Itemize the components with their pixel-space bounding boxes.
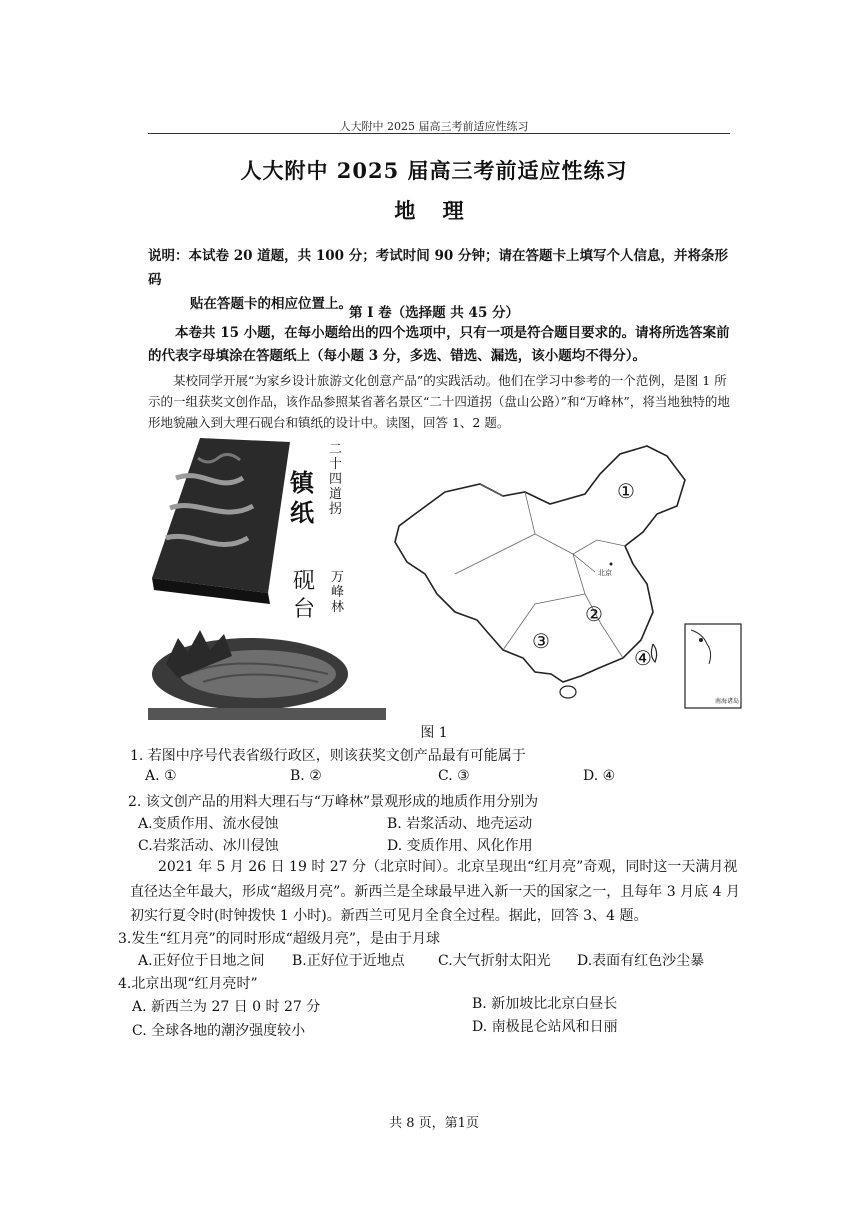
china-outline-map: [385, 444, 745, 712]
header-rule: [148, 133, 730, 134]
q3-option-b: B.正好位于近地点: [292, 953, 405, 969]
figure-caption: 图 1: [420, 725, 448, 741]
page-title: 人大附中 2025 届高三考前适应性练习: [240, 158, 628, 183]
question-1-stem: 1. 若图中序号代表省级行政区，则该获奖文创产品最有可能属于: [130, 748, 526, 764]
running-header: 人大附中 2025 届高三考前适应性练习: [339, 120, 529, 133]
map-marker-3: ③: [532, 629, 550, 653]
question-3-stem: 3.发生“红月亮”的同时形成“超级月亮”，是由于月球: [118, 931, 440, 947]
label-zhenzhi: 镇纸: [290, 468, 314, 527]
q3-option-a: A.正好位于日地之间: [138, 953, 265, 969]
question-4-stem: 4.北京出现“红月亮时”: [118, 976, 258, 992]
q1-option-c: C. ③: [438, 768, 470, 784]
section-title: 第 I 卷（选择题 共 45 分）: [348, 305, 520, 321]
exam-note-line1: 说明：本试卷 20 道题，共 100 分；考试时间 90 分钟；请在答题卡上填写个人信息，并将条形码: [148, 248, 728, 288]
q4-option-b: B. 新加坡比北京白昼长: [472, 996, 618, 1012]
q4-option-d: D. 南极昆仑站风和日丽: [472, 1019, 618, 1035]
q1-option-a: A. ①: [145, 768, 177, 784]
question-2-stem: 2. 该文创产品的用料大理石与“万峰林”景观形成的地质作用分别为: [128, 794, 539, 810]
context-paragraph-1: 某校同学开展“为家乡设计旅游文化创意产品”的实践活动。他们在学习中参考的一个范例，是图 1 所示的一组获奖文创作品，该作品参照某省著名景区“二十四道拐（盘山公路）”和“万峰林”，将当地独特的地形地貌融入到大理石砚台和镇纸的设计中。读图，回答 1、2 题。: [148, 373, 730, 430]
subject-title: 地 理: [394, 198, 474, 223]
map-marker-2: ②: [585, 602, 603, 626]
q3-option-d: D.表面有红色沙尘暴: [577, 953, 705, 969]
photo-illustration: [148, 438, 386, 720]
china-map: [385, 444, 745, 712]
q1-option-b: B. ②: [290, 768, 322, 784]
page-footer: 共 8 页，第1页: [389, 1116, 479, 1131]
q2-option-c: C.岩浆活动、冰川侵蚀: [138, 838, 279, 854]
q3-option-c: C.大气折射太阳光: [438, 953, 551, 969]
map-marker-1: ①: [617, 479, 635, 503]
inset-label: 南海诸岛: [715, 698, 740, 705]
label-24-turns: 二十四道拐: [329, 442, 343, 517]
label-yantai: 砚台: [293, 569, 316, 622]
label-wanfenglin: 万峰林: [331, 570, 345, 615]
q4-option-a: A. 新西兰为 27 日 0 时 27 分: [132, 999, 321, 1015]
exam-note-line2: 贴在答题卡的相应位置上。: [190, 296, 352, 312]
figure-photos: [148, 438, 386, 720]
context-paragraph-2: 2021 年 5 月 26 日 19 时 27 分（北京时间）。北京呈现出“红月亮”奇观，同时这一天满月视直径达全年最大，形成“超级月亮”。新西兰是全球最早进入新一天的国家之一，且每年 3 月底 4 月初实行夏令时(时钟拨快 1 小时)。新西兰可见月全食全过程。据此，回答 3、4 题。: [130, 859, 740, 924]
q4-option-c: C. 全球各地的潮汐强度较小: [132, 1023, 306, 1039]
instructions: 本卷共 15 小题，在每小题给出的四个选项中，只有一项是符合题目要求的。请将所选答案前的代表字母填涂在答题纸上（每小题 3 分，多选、错选、漏选，该小题均不得分）。: [148, 325, 730, 364]
map-marker-4: ④: [634, 646, 652, 670]
q1-option-d: D. ④: [583, 768, 616, 784]
q2-option-a: A.变质作用、流水侵蚀: [138, 816, 279, 832]
q2-option-d: D. 变质作用、风化作用: [387, 838, 533, 854]
map-label-beijing: 北京: [598, 569, 612, 577]
q2-option-b: B. 岩浆活动、地壳运动: [387, 816, 533, 832]
